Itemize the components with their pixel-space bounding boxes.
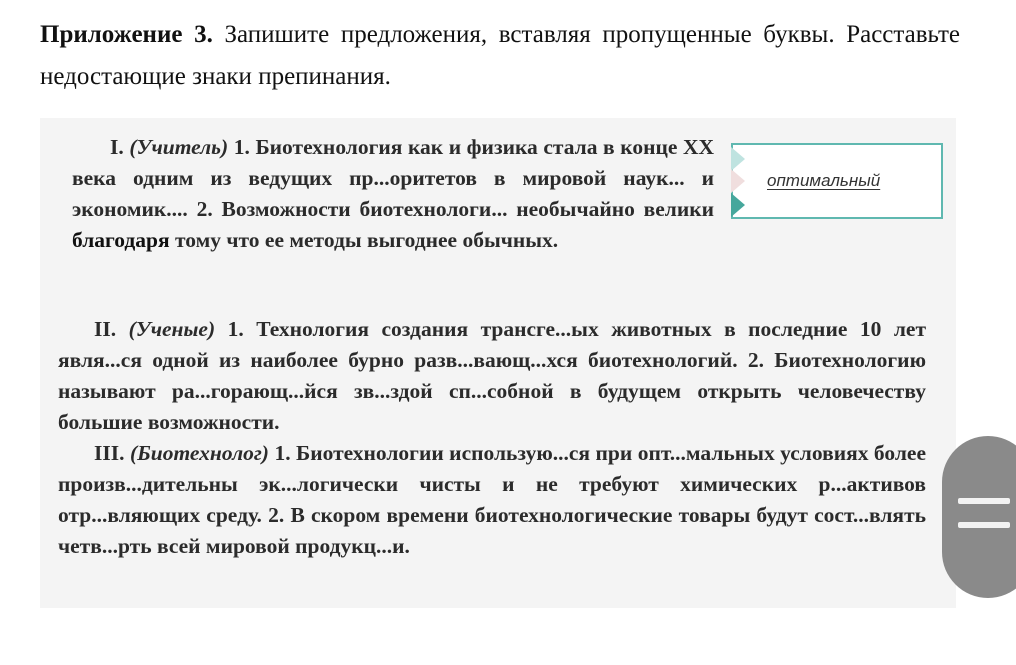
menu-button[interactable] — [942, 436, 1016, 598]
sections-students-biotech — [58, 314, 926, 562]
section-text-end: тому что ее методы выгоднее обычных. — [174, 228, 559, 252]
vocabulary-box — [731, 143, 943, 219]
section-number: II. — [94, 317, 117, 341]
task-label: Приложение 3. — [40, 21, 213, 48]
task-instruction — [40, 14, 960, 98]
section-role: (Биотехнолог) — [129, 441, 269, 465]
section-teacher — [72, 132, 714, 256]
section-role: (Учитель) — [129, 135, 229, 159]
section-number: I. — [110, 135, 124, 159]
tab-marker — [731, 193, 745, 217]
section-text: 1. Биотехнология как и физика стала в конце XX века одним из ведущих пр...оритетов в мировой наук... и экономик.... 2. Возможности биотехнологи... необычайно велики — [72, 135, 715, 221]
section-text: 1. Технология создания трансге...ых животных в последние 10 лет явля...ся одной из наиболее бурно разв...вающ...хся биотехнологий. 2. Биотехнологию называют ра...горающ...йся зв...здой сп...собной в будущем открыть человечеству большие возможности. — [58, 317, 927, 434]
task-text: Запишите предложения, вставляя пропущенные буквы. Расставьте недостающие знаки препинания. — [40, 21, 960, 90]
section-students — [58, 314, 926, 438]
section-role: (Ученые) — [128, 317, 216, 341]
tab-marker — [731, 147, 745, 171]
highlighted-word: благодаря — [72, 228, 170, 252]
section-number: III. — [94, 441, 125, 465]
tab-marker — [731, 169, 745, 193]
section-text: 1. Биотехнологии использую...ся при опт...мальных условиях более произв...дительны эк...логически чисты и не требуют химических р...активов отр...вляющих среду. 2. В скором времени биотехнологические товары будут сост...влять четв...рть всей мировой продукц...и. — [58, 441, 927, 558]
vocabulary-word: оптимальный — [767, 171, 881, 190]
section-biotechnologist — [58, 438, 926, 562]
